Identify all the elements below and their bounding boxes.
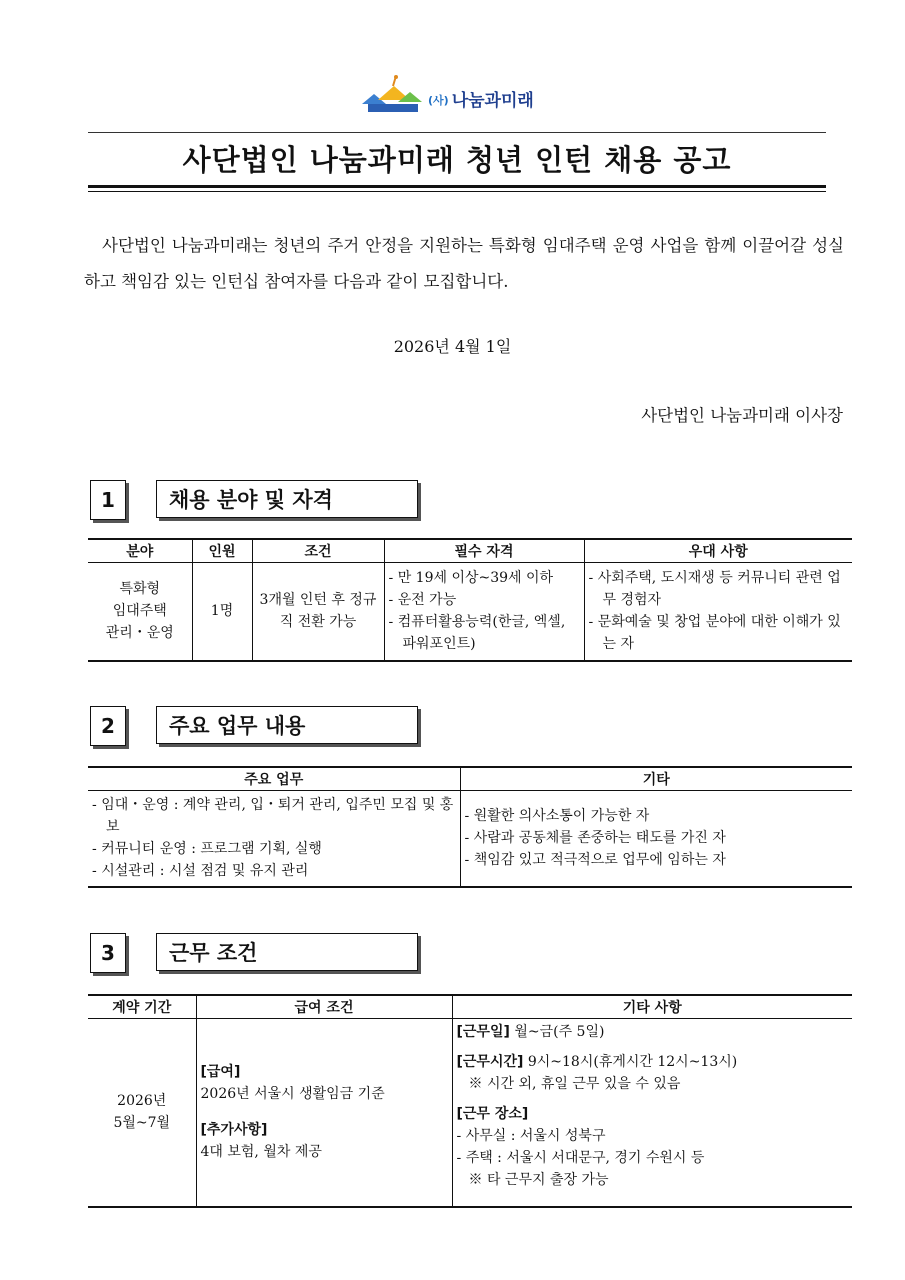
logo-name: 나눔과미래 xyxy=(451,91,534,111)
hours-note: ※ 시간 외, 휴일 근무 있을 수 있음 xyxy=(468,1076,681,1092)
duties-table xyxy=(88,766,852,888)
section-title: 채용 분야 및 자격 xyxy=(156,480,418,518)
section-title: 주요 업무 내용 xyxy=(156,706,418,744)
condition-cell: 3개월 인턴 후 정규직 전환 가능 xyxy=(252,563,384,661)
header-period: 계약 기간 xyxy=(88,995,196,1019)
list-item: - 임대・운영 : 계약 관리, 입・퇴거 관리, 입주민 모집 및 홍보 xyxy=(92,797,454,836)
logo-prefix: (사) xyxy=(428,94,449,107)
organization-logo xyxy=(360,74,570,120)
intro-paragraph xyxy=(84,228,844,300)
etc-cell xyxy=(452,1019,852,1207)
header-etc: 기타 사항 xyxy=(452,995,852,1019)
list-item: - 사회주택, 도시재생 등 커뮤니티 관련 업무 경험자 xyxy=(588,570,841,609)
header-salary: 급여 조건 xyxy=(196,995,452,1019)
list-item: - 책임감 있고 적극적으로 업무에 임하는 자 xyxy=(464,852,726,869)
list-item: - 시설관리 : 시설 점검 및 유지 관리 xyxy=(92,863,309,880)
page-title: 사단법인 나눔과미래 청년 인턴 채용 공고 xyxy=(182,143,732,177)
list-item: - 사무실 : 서울시 성북구 xyxy=(456,1128,606,1144)
salary-cell xyxy=(196,1019,452,1207)
logo-text xyxy=(428,86,534,111)
work-conditions-table xyxy=(88,994,852,1208)
list-item: - 주택 : 서울시 서대문구, 경기 수원시 등 xyxy=(456,1150,705,1166)
list-item: - 사람과 공동체를 존중하는 태도를 가진 자 xyxy=(464,830,726,847)
house-logo-icon xyxy=(360,74,426,120)
list-item: - 문화예술 및 창업 분야에 대한 이해가 있는 자 xyxy=(588,614,841,653)
hours-line: [근무시간] 9시~18시(휴게시간 12시~13시) xyxy=(456,1054,738,1070)
list-item: - 컴퓨터활용능력(한글, 엑셀, 파워포인트) xyxy=(388,614,566,653)
place-note: ※ 타 근무지 출장 가능 xyxy=(468,1172,609,1188)
header-duties: 주요 업무 xyxy=(88,767,460,791)
duties-cell xyxy=(88,791,460,887)
signer: 사단법인 나눔과미래 이사장 xyxy=(641,406,843,425)
salary-value: 2026년 서울시 생활임금 기준 xyxy=(200,1086,385,1103)
headcount-cell: 1명 xyxy=(192,563,252,661)
others-cell xyxy=(460,791,852,887)
preferred-cell xyxy=(584,563,852,661)
extra-label: [추가사항] xyxy=(200,1122,268,1139)
section-number: 1 xyxy=(90,480,126,520)
field-line: 임대주택 xyxy=(112,603,167,620)
header-preferred: 우대 사항 xyxy=(584,539,852,563)
title-underline-thick xyxy=(88,185,826,188)
list-item: - 만 19세 이상~39세 이하 xyxy=(388,570,554,587)
salary-label: [급여] xyxy=(200,1064,241,1081)
field-line: 특화형 xyxy=(119,581,161,598)
announcement-date: 2026년 4월 1일 xyxy=(393,337,512,356)
period-cell xyxy=(88,1019,196,1207)
title-underline-thin xyxy=(88,191,826,192)
place-label: [근무 장소] xyxy=(456,1106,529,1122)
top-divider xyxy=(88,132,826,133)
header-others: 기타 xyxy=(460,767,852,791)
header-condition: 조건 xyxy=(252,539,384,563)
header-required: 필수 자격 xyxy=(384,539,584,563)
required-cell xyxy=(384,563,584,661)
section-number: 3 xyxy=(90,933,126,973)
list-item: - 커뮤니티 운영 : 프로그램 기획, 실행 xyxy=(92,841,322,858)
intro-text: 사단법인 나눔과미래는 청년의 주거 안정을 지원하는 특화형 임대주택 운영 사업을 함께 이끌어갈 성실하고 책임감 있는 인턴십 참여자를 다음과 같이 모집합니다. xyxy=(84,236,844,291)
section-number: 2 xyxy=(90,706,126,746)
list-item: - 원활한 의사소통이 가능한 자 xyxy=(464,808,650,825)
header-field: 분야 xyxy=(88,539,192,563)
period-line: 5월~7월 xyxy=(113,1115,171,1132)
workday-line: [근무일] 월~금(주 5일) xyxy=(456,1024,605,1040)
field-line: 관리・운영 xyxy=(105,625,174,642)
section-title: 근무 조건 xyxy=(156,933,418,971)
field-cell xyxy=(88,563,192,661)
header-headcount: 인원 xyxy=(192,539,252,563)
period-line: 2026년 xyxy=(117,1093,167,1110)
list-item: - 운전 가능 xyxy=(388,592,457,609)
extra-value: 4대 보험, 월차 제공 xyxy=(200,1144,322,1161)
recruitment-table xyxy=(88,538,852,662)
